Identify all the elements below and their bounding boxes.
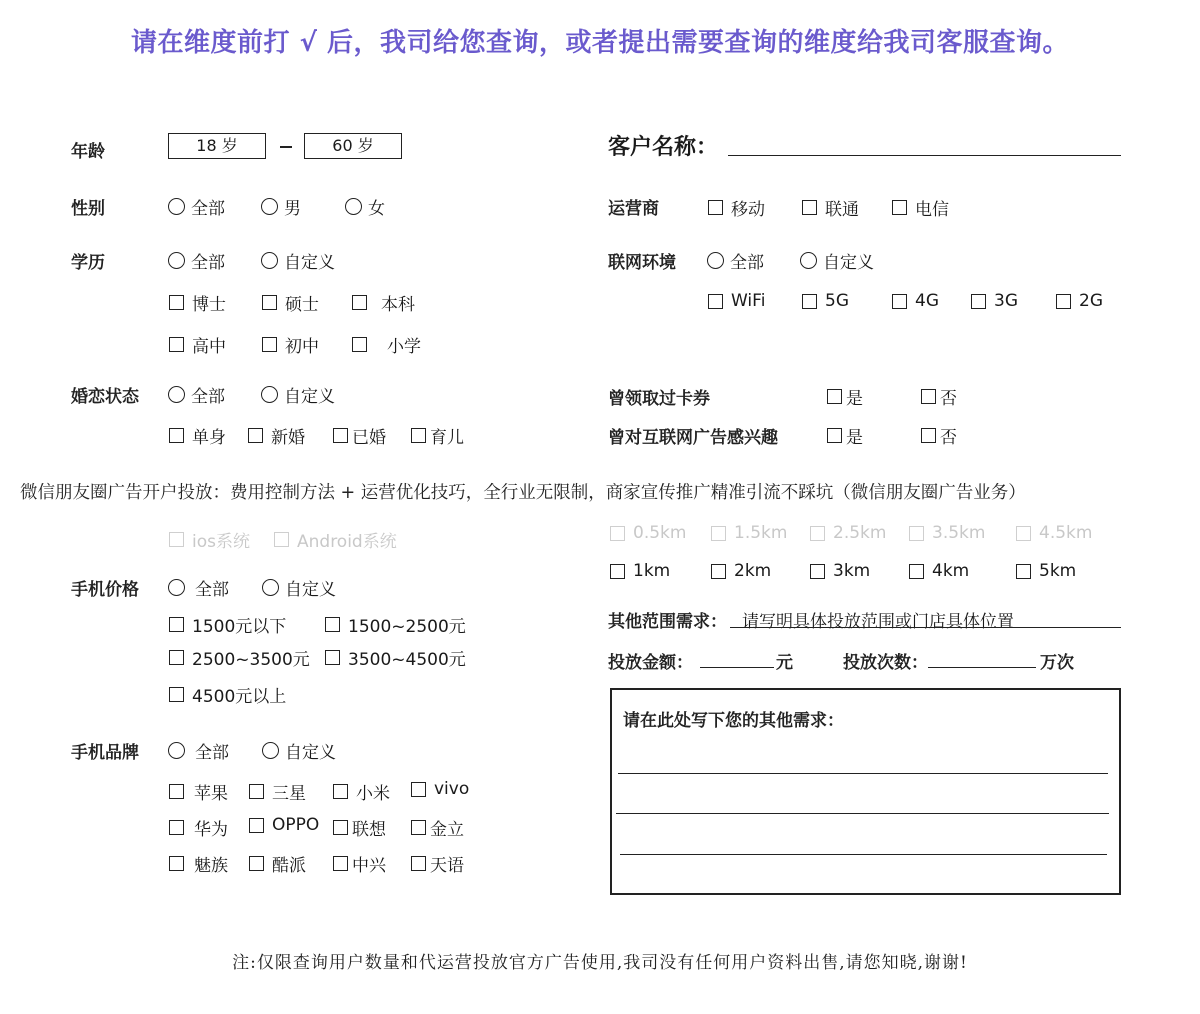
checkbox-icon	[169, 532, 184, 547]
customer-name-label: 客户名称：	[608, 135, 719, 160]
range-option-1.5km[interactable]: 1.5km	[711, 523, 787, 543]
radio-icon	[168, 386, 185, 403]
checkbox-icon	[1016, 526, 1031, 541]
price-option-under-1500[interactable]: 1500元以下	[169, 612, 286, 637]
radio-icon	[168, 579, 185, 596]
checkbox-icon	[802, 200, 817, 215]
range-option-2.5km[interactable]: 2.5km	[810, 523, 886, 543]
radio-icon	[261, 252, 278, 269]
checkbox-icon	[169, 337, 184, 352]
checkbox-icon	[892, 200, 907, 215]
os-option-android[interactable]: Android系统	[274, 527, 397, 552]
network-label: 联网环境	[608, 253, 676, 273]
price-option-over-4500[interactable]: 4500元以上	[169, 682, 286, 707]
price-option-1500-2500[interactable]: 1500~2500元	[325, 612, 466, 637]
checkbox-icon	[909, 526, 924, 541]
checkbox-icon	[249, 856, 264, 871]
brand-option-oppo[interactable]: OPPO	[249, 815, 319, 835]
customer-name-field[interactable]	[728, 155, 1121, 156]
os-option-ios[interactable]: ios系统	[169, 527, 250, 552]
price-option-2500-3500[interactable]: 2500~3500元	[169, 645, 310, 670]
network-radio-all[interactable]: 全部	[707, 248, 764, 273]
gender-label: 性别	[71, 199, 105, 219]
other-range-label: 其他范围需求：	[608, 612, 727, 632]
phone-brand-radio-custom[interactable]: 自定义	[262, 738, 336, 763]
range-option-0.5km[interactable]: 0.5km	[610, 523, 686, 543]
page-instruction: 请在维度前打 √ 后，我司给您查询，或者提出需要查询的维度给我司客服查询。	[131, 28, 1069, 58]
education-option-primary[interactable]: 小学	[352, 332, 421, 357]
checkbox-icon	[249, 818, 264, 833]
checkbox-icon	[610, 564, 625, 579]
education-label: 学历	[71, 253, 105, 273]
range-option-3.5km[interactable]: 3.5km	[909, 523, 985, 543]
carrier-option-unicom[interactable]: 联通	[802, 195, 859, 220]
phone-price-radio-all[interactable]: 全部	[168, 575, 229, 600]
checkbox-icon	[892, 294, 907, 309]
checkbox-icon	[169, 687, 184, 702]
phone-brand-radio-all[interactable]: 全部	[168, 738, 229, 763]
checkbox-icon	[921, 389, 936, 404]
checkbox-icon	[610, 526, 625, 541]
phone-price-radio-custom[interactable]: 自定义	[262, 575, 336, 600]
budget-amount-label: 投放金额：	[608, 653, 693, 673]
checkbox-icon	[333, 784, 348, 799]
price-option-3500-4500[interactable]: 3500~4500元	[325, 645, 466, 670]
education-option-highschool[interactable]: 高中	[169, 332, 226, 357]
brand-option-xiaomi[interactable]: 小米	[333, 779, 390, 804]
brand-option-tianyu[interactable]: 天语	[411, 851, 464, 876]
age-from-field[interactable]: 18 岁	[168, 133, 266, 159]
notes-line-1	[618, 773, 1108, 774]
marital-radio-all[interactable]: 全部	[168, 382, 225, 407]
checkbox-icon	[169, 820, 184, 835]
network-option-4g[interactable]: 4G	[892, 291, 939, 311]
marital-label: 婚恋状态	[71, 387, 139, 407]
budget-count-label: 投放次数：	[843, 653, 928, 673]
ad-interest-label: 曾对互联网广告感兴趣	[608, 428, 778, 448]
checkbox-icon	[810, 564, 825, 579]
marital-radio-custom[interactable]: 自定义	[261, 382, 335, 407]
notes-line-3	[620, 854, 1107, 855]
radio-icon	[262, 742, 279, 759]
education-radio-custom[interactable]: 自定义	[261, 248, 335, 273]
checkbox-icon	[169, 428, 184, 443]
checkbox-icon	[909, 564, 924, 579]
brand-option-huawei[interactable]: 华为	[169, 815, 228, 840]
checkbox-icon	[411, 428, 426, 443]
checkbox-icon	[708, 200, 723, 215]
marital-option-single[interactable]: 单身	[169, 423, 226, 448]
overlay-caption: 微信朋友圈广告开户投放：费用控制方法 + 运营优化技巧，全行业无限制，商家宣传推广精准引流不踩坑（微信朋友圈广告业务）	[20, 478, 1170, 508]
radio-icon	[262, 579, 279, 596]
age-to-field[interactable]: 60 岁	[304, 133, 402, 159]
network-radio-custom[interactable]: 自定义	[800, 248, 874, 273]
network-option-wifi[interactable]: WiFi	[708, 291, 765, 311]
checkbox-icon	[1056, 294, 1071, 309]
education-option-bachelor[interactable]: 本科	[352, 290, 415, 315]
notes-line-2	[616, 813, 1109, 814]
radio-icon	[345, 198, 362, 215]
range-option-3km[interactable]: 3km	[810, 561, 870, 581]
checkbox-icon	[802, 294, 817, 309]
brand-option-zte[interactable]: 中兴	[333, 851, 386, 876]
ad-interest-option-no[interactable]: 否	[921, 423, 957, 448]
education-option-master[interactable]: 硕士	[262, 290, 319, 315]
age-label: 年龄	[71, 142, 105, 162]
range-option-1km[interactable]: 1km	[610, 561, 670, 581]
radio-icon	[261, 198, 278, 215]
budget-count-unit: 万次	[1040, 653, 1074, 673]
radio-icon	[261, 386, 278, 403]
brand-option-lenovo[interactable]: 联想	[333, 815, 386, 840]
checkbox-icon	[810, 526, 825, 541]
range-option-2km[interactable]: 2km	[711, 561, 771, 581]
brand-option-samsung[interactable]: 三星	[249, 779, 306, 804]
age-range-dash	[280, 146, 292, 148]
checkbox-icon	[169, 650, 184, 665]
checkbox-icon	[708, 294, 723, 309]
checkbox-icon	[711, 526, 726, 541]
coupon-label: 曾领取过卡券	[608, 389, 710, 409]
checkbox-icon	[169, 856, 184, 871]
network-option-3g[interactable]: 3G	[971, 291, 1018, 311]
brand-option-apple[interactable]: 苹果	[169, 779, 228, 804]
checkbox-icon	[333, 856, 348, 871]
checkbox-icon	[1016, 564, 1031, 579]
radio-icon	[800, 252, 817, 269]
checkbox-icon	[325, 650, 340, 665]
radio-icon	[168, 198, 185, 215]
education-option-middleschool[interactable]: 初中	[262, 332, 319, 357]
checkbox-icon	[411, 782, 426, 797]
brand-option-gionee[interactable]: 金立	[411, 815, 464, 840]
checkbox-icon	[333, 428, 348, 443]
network-option-5g[interactable]: 5G	[802, 291, 849, 311]
range-option-5km[interactable]: 5km	[1016, 561, 1076, 581]
checkbox-icon	[249, 784, 264, 799]
marital-option-married[interactable]: 已婚	[333, 423, 386, 448]
education-option-phd[interactable]: 博士	[169, 290, 226, 315]
checkbox-icon	[169, 617, 184, 632]
checkbox-icon	[262, 295, 277, 310]
checkbox-icon	[711, 564, 726, 579]
brand-option-coolpad[interactable]: 酷派	[249, 851, 306, 876]
checkbox-icon	[333, 820, 348, 835]
checkbox-icon	[921, 428, 936, 443]
other-requirements-title: 请在此处写下您的其他需求：	[623, 711, 844, 731]
ad-interest-option-yes[interactable]: 是	[827, 423, 863, 448]
budget-count-field[interactable]	[928, 667, 1036, 668]
checkbox-icon	[352, 337, 367, 352]
radio-icon	[168, 252, 185, 269]
phone-price-label: 手机价格	[71, 580, 139, 600]
brand-option-vivo[interactable]: vivo	[411, 779, 469, 799]
marital-option-parenting[interactable]: 育儿	[411, 423, 464, 448]
brand-option-meizu[interactable]: 魅族	[169, 851, 228, 876]
checkbox-icon	[827, 428, 842, 443]
checkbox-icon	[248, 428, 263, 443]
marital-option-newlywed[interactable]: 新婚	[248, 423, 305, 448]
coupon-option-no[interactable]: 否	[921, 384, 957, 409]
education-radio-all[interactable]: 全部	[168, 248, 225, 273]
budget-amount-field[interactable]	[700, 667, 774, 668]
coupon-option-yes[interactable]: 是	[827, 384, 863, 409]
checkbox-icon	[352, 295, 367, 310]
network-option-2g[interactable]: 2G	[1056, 291, 1103, 311]
carrier-option-mobile[interactable]: 移动	[708, 195, 765, 220]
carrier-label: 运营商	[608, 199, 659, 219]
range-option-4km[interactable]: 4km	[909, 561, 969, 581]
other-range-underline	[730, 627, 1121, 628]
checkbox-icon	[169, 784, 184, 799]
checkbox-icon	[411, 856, 426, 871]
checkbox-icon	[827, 389, 842, 404]
radio-icon	[707, 252, 724, 269]
checkbox-icon	[169, 295, 184, 310]
budget-amount-unit: 元	[776, 653, 793, 673]
other-range-field[interactable]: 请写明具体投放范围或门店具体位置	[742, 612, 1014, 632]
checkbox-icon	[274, 532, 289, 547]
checkbox-icon	[971, 294, 986, 309]
checkbox-icon	[411, 820, 426, 835]
checkbox-icon	[262, 337, 277, 352]
gender-option-male[interactable]: 男	[261, 194, 301, 219]
radio-icon	[168, 742, 185, 759]
gender-option-female[interactable]: 女	[345, 194, 385, 219]
range-option-4.5km[interactable]: 4.5km	[1016, 523, 1092, 543]
phone-brand-label: 手机品牌	[71, 743, 139, 763]
footer-note: 注:仅限查询用户数量和代运营投放官方广告使用,我司没有任何用户资料出售,请您知晓,谢谢!	[232, 953, 968, 973]
carrier-option-telecom[interactable]: 电信	[892, 195, 949, 220]
gender-option-all[interactable]: 全部	[168, 194, 225, 219]
checkbox-icon	[325, 617, 340, 632]
